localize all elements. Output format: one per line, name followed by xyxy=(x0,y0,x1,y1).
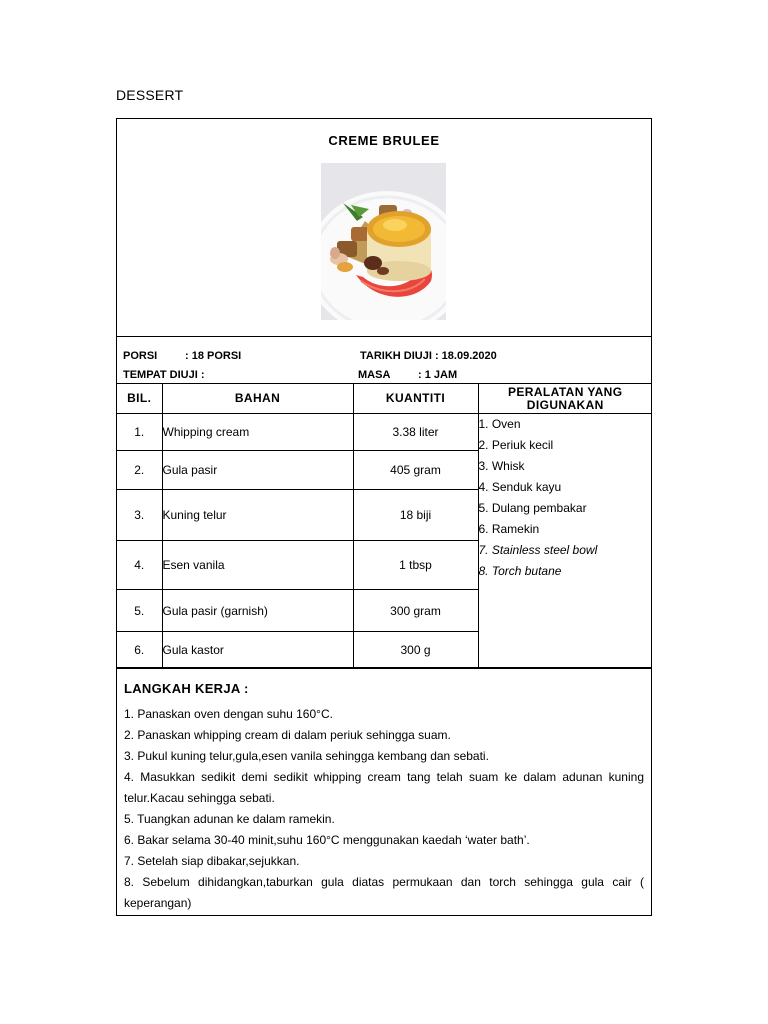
header-bil: BIL. xyxy=(117,384,162,414)
row-bil: 5. xyxy=(117,590,162,632)
row-kuantiti: 300 gram xyxy=(353,590,478,632)
porsi-label: PORSI xyxy=(123,350,158,362)
masa-label: MASA xyxy=(358,369,391,381)
header-kuantiti: KUANTITI xyxy=(353,384,478,414)
equipment-item: 6. Ramekin xyxy=(478,522,540,536)
row-bahan: Gula pasir (garnish) xyxy=(162,590,353,632)
step-item: 1. Panaskan oven dengan suhu 160°C. xyxy=(124,707,333,721)
row-bil: 4. xyxy=(117,541,162,590)
equipment-item: 1. Oven xyxy=(478,417,521,431)
row-bil: 1. xyxy=(117,414,162,451)
equipment-item: 8. Torch butane xyxy=(478,564,562,578)
row-bil: 3. xyxy=(117,490,162,541)
steps-title: LANGKAH KERJA : xyxy=(124,681,249,696)
table-header-row xyxy=(117,384,652,414)
step-item: 5. Tuangkan adunan ke dalam ramekin. xyxy=(124,812,335,826)
porsi-value: : 18 PORSI xyxy=(185,350,242,362)
row-bahan: Esen vanila xyxy=(162,541,353,590)
equipment-cell xyxy=(478,414,652,668)
step-item: 6. Bakar selama 30-40 minit,suhu 160°C menggunakan kaedah ‘water bath’. xyxy=(124,833,530,847)
recipe-title: CREME BRULEE xyxy=(328,133,440,148)
page-heading: DESSERT xyxy=(116,87,184,103)
step-item: 4. Masukkan sedikit demi sedikit whipping cream tang telah suam ke dalam adunan kuning telur.Kacau sehingga sebati. xyxy=(124,770,644,805)
dessert-photo xyxy=(321,163,446,320)
step-item: 7. Setelah siap dibakar,sejukkan. xyxy=(124,854,300,868)
step-item: 3. Pukul kuning telur,gula,esen vanila sehingga kembang dan sebati. xyxy=(124,749,489,763)
row-kuantiti: 300 g xyxy=(353,632,478,668)
tarikh-diuji: TARIKH DIUJI : 18.09.2020 xyxy=(360,350,497,362)
row-bil: 2. xyxy=(117,451,162,490)
table-row xyxy=(117,414,652,451)
equipment-list xyxy=(479,414,653,582)
row-bahan: Gula pasir xyxy=(162,451,353,490)
row-kuantiti: 1 tbsp xyxy=(353,541,478,590)
recipe-sheet xyxy=(116,118,652,916)
equipment-item: 3. Whisk xyxy=(478,459,525,473)
row-kuantiti: 3.38 liter xyxy=(353,414,478,451)
step-item: 8. Sebelum dihidangkan,taburkan gula diatas permukaan dan torch sehingga gula cair ( keperangan) xyxy=(124,875,644,910)
equipment-item: 2. Periuk kecil xyxy=(478,438,554,452)
row-bahan: Gula kastor xyxy=(162,632,353,668)
equipment-item: 4. Senduk kayu xyxy=(478,480,562,494)
row-kuantiti: 405 gram xyxy=(353,451,478,490)
masa-value: : 1 JAM xyxy=(418,369,458,381)
tempat-diuji: TEMPAT DIUJI : xyxy=(123,369,205,381)
row-bil: 6. xyxy=(117,632,162,668)
info-block xyxy=(117,336,651,384)
row-bahan: Whipping cream xyxy=(162,414,353,451)
header-peralatan: PERALATAN YANG DIGUNAKAN xyxy=(478,384,652,414)
steps-block xyxy=(117,668,651,916)
title-block xyxy=(117,119,651,337)
row-kuantiti: 18 biji xyxy=(353,490,478,541)
equipment-item: 5. Dulang pembakar xyxy=(478,501,587,515)
step-item: 2. Panaskan whipping cream di dalam periuk sehingga suam. xyxy=(124,728,451,742)
equipment-item: 7. Stainless steel bowl xyxy=(478,543,598,557)
ingredients-table xyxy=(117,383,652,668)
row-bahan: Kuning telur xyxy=(162,490,353,541)
header-bahan: BAHAN xyxy=(162,384,353,414)
